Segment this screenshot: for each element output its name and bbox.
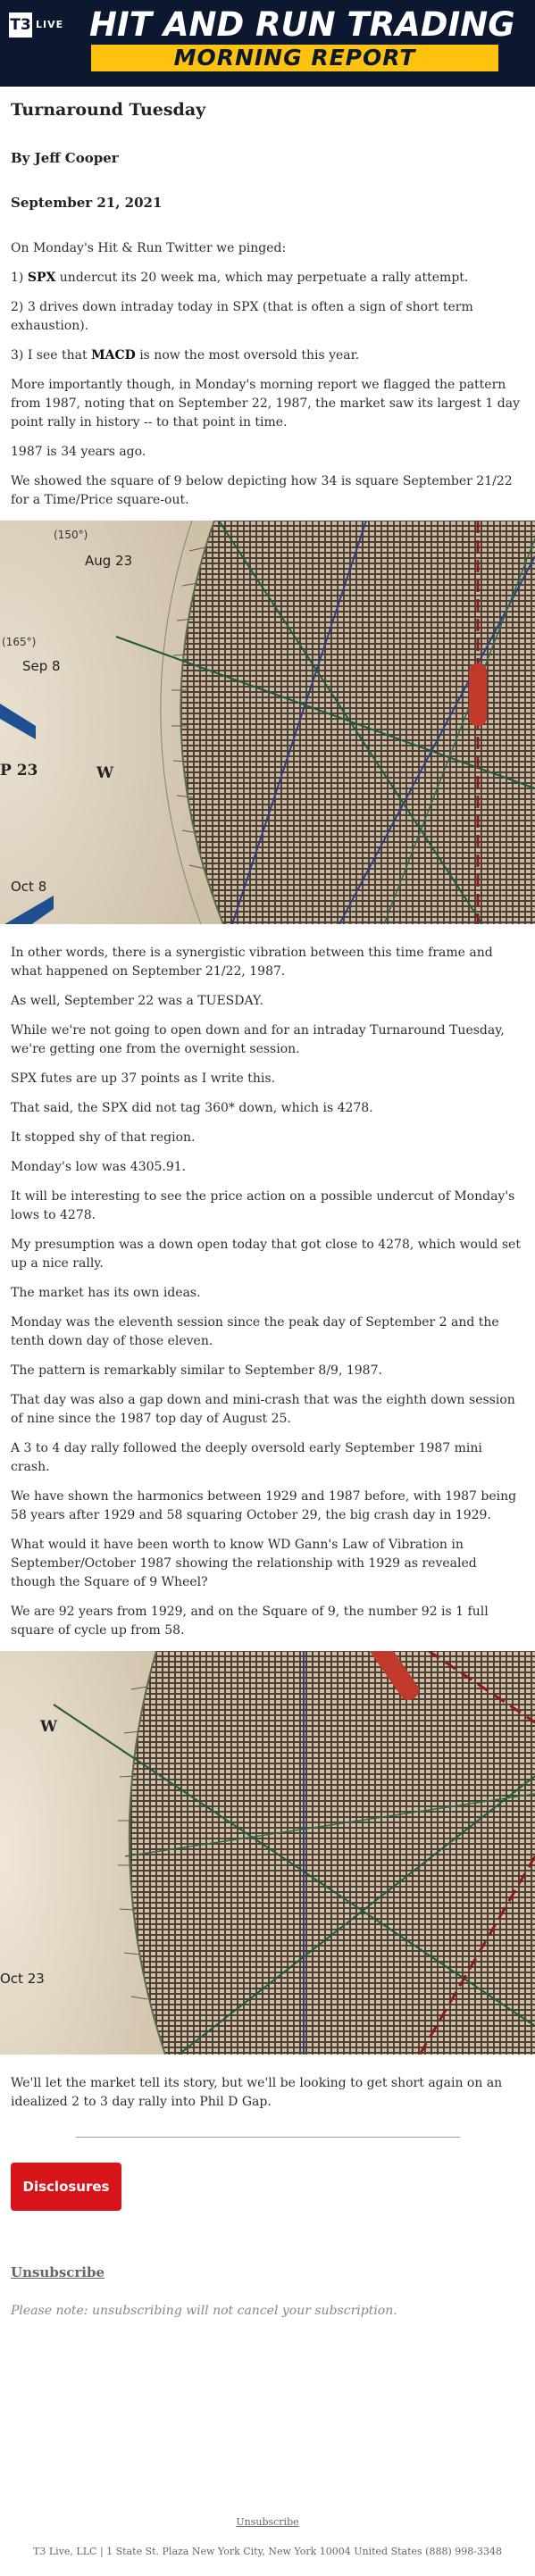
paragraph-three-drives: 2) 3 drives down intraday today in SPX (that is often a sign of short term exhaustion).	[11, 300, 473, 333]
paragraph-pattern-similar: The pattern is remarkably similar to September 8/9, 1987.	[11, 1363, 382, 1378]
brand-subtitle: MORNING REPORT	[91, 45, 498, 71]
paragraph-macd	[11, 346, 524, 365]
paragraph-text: 3) I see that	[11, 348, 88, 363]
paragraph-92-years: We are 92 years from 1929, and on the Square of 9, the number 92 is 1 full square of cycle up from 58.	[11, 1605, 489, 1638]
dial-label: W	[40, 1718, 58, 1736]
paragraph-own-ideas: The market has its own ideas.	[11, 1286, 201, 1300]
dial-label: Sep 8	[22, 658, 61, 674]
dial-label: P 23	[0, 762, 38, 779]
intro-paragraph: On Monday's Hit & Run Twitter we pinged:	[11, 241, 287, 255]
paragraph-text: undercut its 20 week ma, which may perpetuate a rally attempt.	[59, 271, 469, 285]
paragraph-34-years: 1987 is 34 years ago.	[11, 445, 146, 459]
paragraph-monday-low: Monday's low was 4305.91.	[11, 1160, 187, 1174]
square-of-9-photo-1	[0, 521, 535, 928]
paragraph-overnight: While we're not going to open down and for an intraday Turnaround Tuesday, we're getting one from the overnight session.	[11, 1023, 505, 1056]
dial-label: Aug 23	[85, 553, 133, 569]
paragraph-synergistic: In other words, there is a synergistic vibration between this time frame and what happened on September 21/22, 1987.	[11, 946, 493, 979]
paragraph-harmonics: We have shown the harmonics between 1929 and 1987 before, with 1987 being 58 years after 1929 and 58 squaring October 29, the big crash day in 1929.	[11, 1489, 517, 1522]
email-header	[0, 0, 535, 87]
paragraph-spx	[11, 269, 524, 288]
article-title: Turnaround Tuesday	[11, 100, 206, 120]
paragraph-text: is now the most oversold this year.	[139, 348, 360, 363]
email-footer	[0, 2516, 535, 2557]
macd-strong: MACD	[91, 348, 136, 363]
paragraph-undercut: It will be interesting to see the price action on a possible undercut of Monday's lows to 4278.	[11, 1189, 515, 1222]
article-author: By Jeff Cooper	[11, 150, 119, 166]
disclosures-button[interactable]: Disclosures	[11, 2163, 121, 2211]
dial-label: Oct 8	[11, 879, 47, 895]
paragraph-futes: SPX futes are up 37 points as I write this.	[11, 1071, 276, 1086]
square-of-9-photo-2	[0, 1651, 535, 2058]
footer-unsubscribe-link[interactable]: Unsubscribe	[236, 2516, 299, 2528]
unsubscribe-link[interactable]: Unsubscribe	[11, 2264, 105, 2280]
unsubscribe-note: Please note: unsubscribing will not cancel your subscription.	[11, 2304, 397, 2318]
divider	[76, 2137, 460, 2138]
paragraph-stopped-shy: It stopped shy of that region.	[11, 1130, 196, 1145]
spx-strong: SPX	[27, 271, 56, 285]
paragraph-rally-followed: A 3 to 4 day rally followed the deeply oversold early September 1987 mini crash.	[11, 1441, 482, 1474]
dial-label: W	[96, 764, 114, 782]
dial-label: (150°)	[54, 529, 88, 541]
dial-label: Oct 23	[0, 1971, 45, 1987]
paragraph-1987-pattern: More importantly though, in Monday's morning report we flagged the pattern from 1987, noting that on September 22, 1987, the market saw its largest 1 day point rally in history -- to that point in time.	[11, 378, 520, 429]
t3-live-logo[interactable]	[9, 13, 80, 38]
paragraph-tuesday: As well, September 22 was a TUESDAY.	[11, 994, 263, 1008]
paragraph-eleventh-session: Monday was the eleventh session since the peak day of September 2 and the tenth down day of those eleven.	[11, 1315, 499, 1348]
t3-logo-mark: T3	[9, 13, 32, 38]
paragraph-presumption: My presumption was a down open today that got close to 4278, which would set up a nice rally.	[11, 1238, 521, 1271]
footer-address: T3 Live, LLC | 1 State St. Plaza New York City, New York 10004 United States (888) 998-3348	[33, 2546, 502, 2557]
paragraph-gann: What would it have been worth to know WD Gann's Law of Vibration in September/October 1987 showing the relationship with 1929 as revealed though the Square of 9 Wheel?	[11, 1538, 477, 1589]
brand-title: HIT AND RUN TRADING	[89, 5, 515, 44]
list-number: 1)	[11, 271, 24, 285]
article-body	[0, 100, 524, 2318]
paragraph-360-down: That said, the SPX did not tag 360* down, which is 4278.	[11, 1101, 373, 1115]
paragraph-gap-down: That day was also a gap down and mini-crash that was the eighth down session of nine since the 1987 top day of August 25.	[11, 1393, 515, 1426]
t3-logo-text: LIVE	[36, 19, 64, 30]
paragraph-closing: We'll let the market tell its story, but we'll be looking to get short again on an idealized 2 to 3 day rally into Phil D Gap.	[11, 2076, 503, 2109]
article-date: September 21, 2021	[11, 195, 163, 211]
paragraph-square-of-9: We showed the square of 9 below depicting how 34 is square September 21/22 for a Time/Price square-out.	[11, 474, 513, 507]
dial-label: (165°)	[2, 636, 37, 648]
